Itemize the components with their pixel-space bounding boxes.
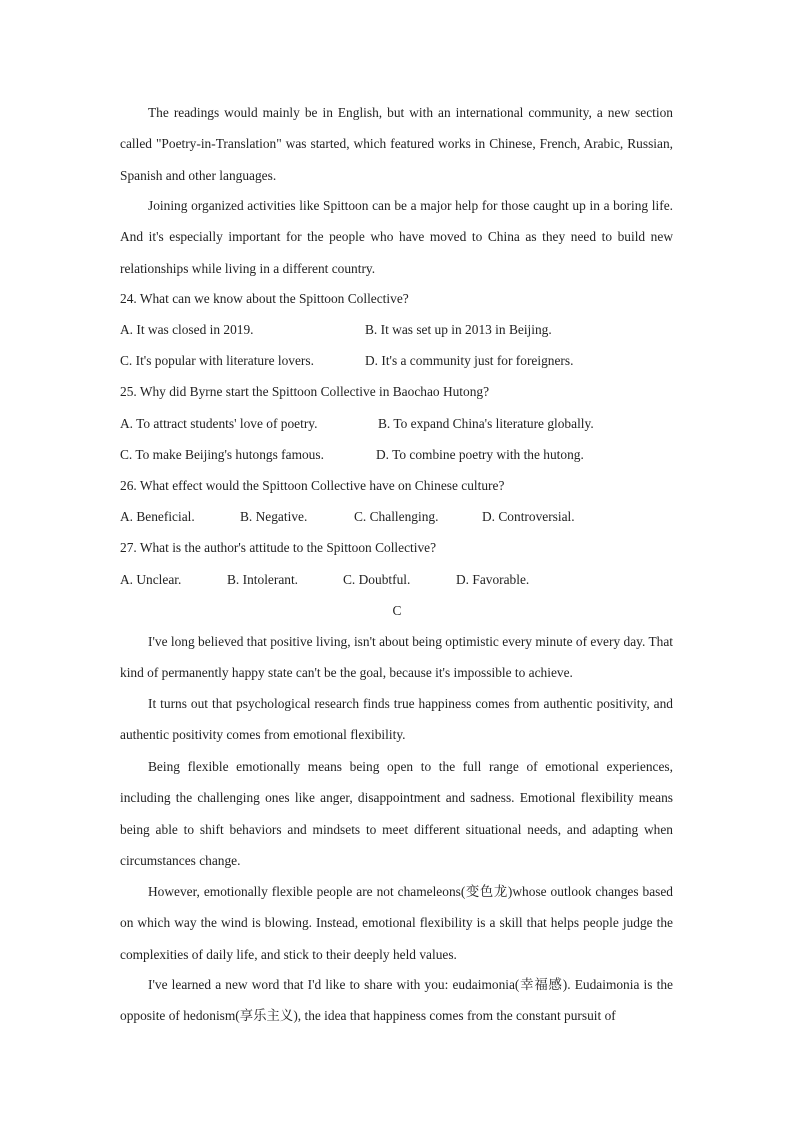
answer-option: C. Doubtful. xyxy=(343,572,411,587)
question-stem: 26. What effect would the Spittoon Collective have on Chinese culture? xyxy=(120,478,505,493)
passage-paragraph: The readings would mainly be in English, but with an international community, a new section called "Poetry-in-Translation" was started, which featured works in Chinese, French, Arabic, Russian, Spanish and other languages. xyxy=(120,105,673,183)
answer-option: A. Beneficial. xyxy=(120,509,195,524)
passage-paragraph: Being flexible emotionally means being open to the full range of emotional experiences, including the challenging ones like anger, disappointment and sadness. Emotional flexibility means being able to shift behaviors and mindsets to meet different situational needs, and adapting when circumstances change. xyxy=(120,759,673,868)
question-stem: 27. What is the author's attitude to the Spittoon Collective? xyxy=(120,540,437,555)
answer-option: B. It was set up in 2013 in Beijing. xyxy=(365,322,552,337)
answer-option: A. To attract students' love of poetry. xyxy=(120,416,318,431)
answer-option: A. It was closed in 2019. xyxy=(120,322,254,337)
answer-option: D. Controversial. xyxy=(482,509,575,524)
answer-option: B. Intolerant. xyxy=(227,572,299,587)
passage-paragraph: I've long believed that positive living, isn't about being optimistic every minute of every day. That kind of permanently happy state can't be the goal, because it's impossible to achieve. xyxy=(120,634,673,681)
passage-paragraph: It turns out that psychological research finds true happiness comes from authentic positivity, and authentic positivity comes from emotional flexibility. xyxy=(120,696,673,743)
question-stem: 25. Why did Byrne start the Spittoon Collective in Baochao Hutong? xyxy=(120,384,490,399)
passage-paragraph: However, emotionally flexible people are not chameleons(变色龙)whose outlook changes based on which way the wind is blowing. Instead, emotional flexibility is a skill that helps people judge the complexities of daily life, and stick to their deeply held values. xyxy=(120,884,673,962)
answer-option: B. To expand China's literature globally. xyxy=(378,416,594,431)
answer-option: C. Challenging. xyxy=(354,509,439,524)
answer-option: C. It's popular with literature lovers. xyxy=(120,353,314,368)
answer-option: C. To make Beijing's hutongs famous. xyxy=(120,447,324,462)
answer-option: D. To combine poetry with the hutong. xyxy=(376,447,584,462)
section-heading: C xyxy=(392,603,402,618)
answer-option: A. Unclear. xyxy=(120,572,182,587)
answer-option: D. Favorable. xyxy=(456,572,530,587)
passage-paragraph: Joining organized activities like Spittoon can be a major help for those caught up in a boring life. And it's especially important for the people who have moved to China as they need to build new relationships while living in a different country. xyxy=(120,198,673,276)
answer-option: B. Negative. xyxy=(240,509,308,524)
passage-paragraph: I've learned a new word that I'd like to share with you: eudaimonia(幸福感). Eudaimonia is the opposite of hedonism(享乐主义), the idea that happiness comes from the constant pursuit of xyxy=(120,977,673,1024)
question-stem: 24. What can we know about the Spittoon Collective? xyxy=(120,291,409,306)
answer-option: D. It's a community just for foreigners. xyxy=(365,353,574,368)
